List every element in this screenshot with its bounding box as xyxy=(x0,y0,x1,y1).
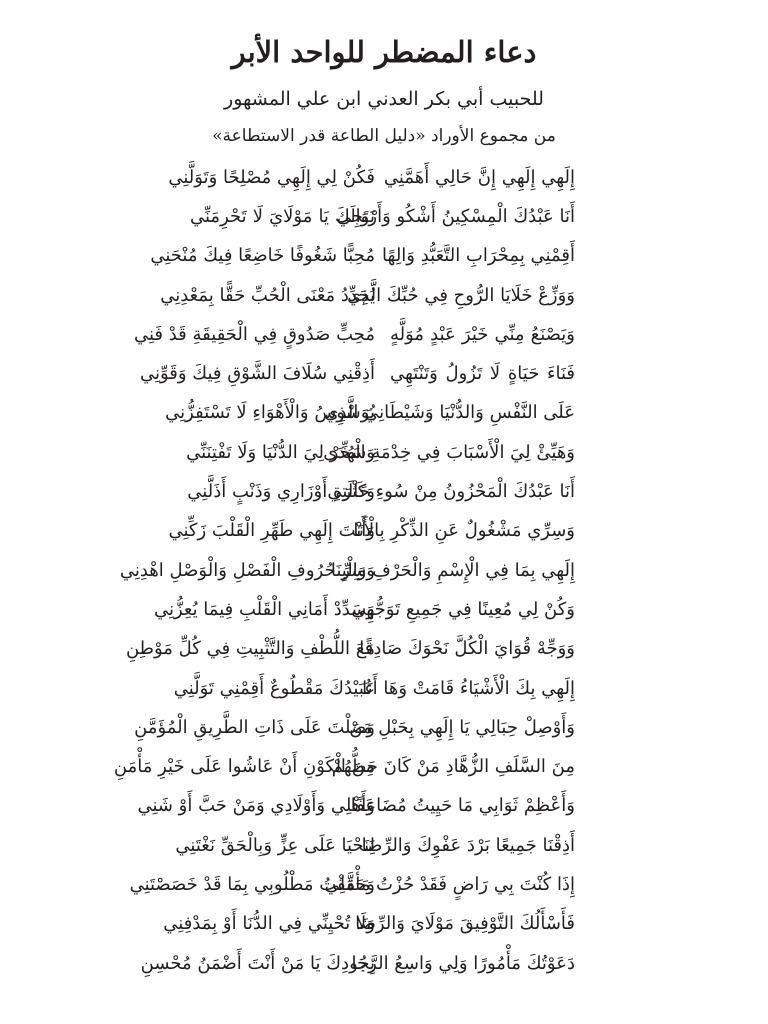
author-line: للحبيب أبي بكر العدني ابن علي المشهور xyxy=(224,88,544,110)
verse-second-hemistich: وَسَخِّرْ لِيَ الدُّنْيَا وَلَا تَفْتِنَنِّي xyxy=(186,441,375,463)
verse xyxy=(150,237,575,276)
verse-first-hemistich: أَنَا عَبْدُكَ الْمِسْكِينُ أَشْكُو وَأَرْتَجِي xyxy=(336,205,575,227)
verse-second-hemistich: وَلَا تُحْيِنِّي فِي الدُّنَا أَوْ بِمَدْفِنِي xyxy=(163,913,375,935)
verse xyxy=(187,472,575,511)
verse-first-hemistich: إِلَهِي بِكَ الْأَشْيَاءُ قَامَتْ وَهَا أَنَا xyxy=(362,677,575,699)
verse xyxy=(125,630,575,669)
poem-body xyxy=(113,158,575,974)
verse xyxy=(133,315,575,354)
verse-first-hemistich: وَسِرِّي مَشْغُولٌ عَنِ الذِّكْرِ بِالْأَنَا xyxy=(353,520,575,542)
verse xyxy=(134,708,575,747)
verse-second-hemistich: بِجُودِكَ يَا مَنْ أَنْتَ أَضْمَنُ مُحْسِنِ xyxy=(140,952,375,974)
verse xyxy=(190,197,575,236)
verse-second-hemistich: وَكَثْرَةِ أَوْزَارِي وَذَنْبٍ أَذَلَّنِي xyxy=(187,481,375,503)
verse-second-hemistich: فَكُنْ لِي إِلَهِي مُصْلِحًا وَتَوَلَّنِي xyxy=(168,166,375,188)
verse xyxy=(153,590,575,629)
verse-second-hemistich: مِنَ الْكَوْنِ أَنْ عَاشُوا عَلَى خَيْرِ مَأْمَنِ xyxy=(113,756,375,778)
verse xyxy=(175,826,575,865)
source-line: من مجموع الأوراد «دليل الطاعة قدر الاستطاعة» xyxy=(212,126,556,146)
verse-second-hemistich: عُبَيْدُكَ مَقْطُوعٌ أَقِمْنِي تَوَلَّنِي xyxy=(173,677,375,699)
verse-first-hemistich: مِنَ السَّلَفِ الزُّهَّادِ مَنْ كَانَ حَظُّهُمْ xyxy=(331,756,575,778)
verse-second-hemistich: وَأَهْلِي وَأَوْلَادِي وَمَنْ حَبَّ أَوْ شَنِي xyxy=(137,795,375,817)
verse-second-hemistich: مُحِبًّا شَغُوفًا خَاضِعًا فِيكَ مُنْحَنِي xyxy=(150,245,375,267)
verse-first-hemistich: وَوَجِّهْ قُوَايَ الْكُلَّ نَحْوَكَ صَادِقًا xyxy=(359,638,575,660)
verse-second-hemistich: وَصَلْتَ عَلَى ذَاتِ الطَّرِيقِ الْمُؤَمَّنِ xyxy=(134,716,375,738)
verse xyxy=(129,865,575,904)
verse xyxy=(163,905,575,944)
verse-first-hemistich: فَنَاءَ حَيَاةٍ لَا تَزُولُ وَتَنْتَهِي xyxy=(390,363,575,385)
verse-second-hemistich: نَوَالَكَ يَا مَوْلَايَ لَا تَحْرِمَنِّي xyxy=(190,205,375,227)
verse xyxy=(186,433,575,472)
verse-second-hemistich: أَذِقْنِي سُلَافَ الشَّوْقِ فِيكَ وَقَوِّنِي xyxy=(139,363,375,385)
verse-first-hemistich: إِذَا كُنْتَ بِي رَاضٍ فَقَدْ حُزْتُ مَأْمَلِي xyxy=(324,873,575,895)
verse xyxy=(137,787,575,826)
verse xyxy=(168,512,575,551)
verse xyxy=(140,944,575,983)
verse xyxy=(119,551,575,590)
verse xyxy=(173,669,575,708)
verse-second-hemistich: وَأَنْتَ إِلَهِي طَهِّرِ الْقَلْبَ زَكِّنِي xyxy=(168,520,375,542)
verse-first-hemistich: عَلَى النَّفْسِ وَالدُّنْيَا وَشَيْطَانِيَ الَّذِي xyxy=(324,402,575,424)
verse-second-hemistich: لِنَحْيَا عَلَى عِزٍّ وَبِالْحَقِّ نَغْتَنِي xyxy=(175,834,375,856)
verse-second-hemistich: يُوَسْوِسُ وَالْأَهْوَاءِ لَا تَسْتَفِزُّنِي xyxy=(165,402,375,424)
verse-first-hemistich: أَقِمْنِي بِمِحْرَابِ التَّعَبُّدِ وَالِهًا xyxy=(382,245,575,267)
verse-first-hemistich: وَكُنْ لِي مُعِينًا فِي جَمِيعِ تَوَجُّهِي xyxy=(351,598,575,620)
verse-first-hemistich: أَذِقْنَا جَمِيعًا بَرْدَ عَفْوِكَ وَالرِّضَا xyxy=(361,834,575,856)
verse xyxy=(165,394,575,433)
verse-first-hemistich: وَأَعْظِمْ ثَوَابِي مَا حَيِيتُ مُضَاعَفًا xyxy=(350,795,575,817)
poem-title: دعاء المضطر للواحد الأبر xyxy=(231,35,537,69)
verse-first-hemistich: أَنَا عَبْدُكَ الْمَحْزُونُ مِنْ سُوءِ حَالَتِي xyxy=(327,481,575,503)
verse-first-hemistich: وَيَصْنَعُ مِنِّي خَيْرَ عَبْدٍ مُوَلَّهٍ xyxy=(390,323,575,345)
verse-first-hemistich: وَهَيِّئْ لِيَ الْأَسْبَابَ فِي خِدْمَةِ الْهُدَى xyxy=(323,441,575,463)
verse-second-hemistich: يُجَدِّدُ مَعْنَى الْحُبِّ حَقًّا بِمَعْدِنِي xyxy=(160,284,375,306)
verse-first-hemistich: دَعَوْتُكَ مَأْمُورًا وَلِي وَاسِعُ الرَّجَا xyxy=(351,952,575,974)
verse-first-hemistich: إِلَهِي إِلَهِي إِنَّ حَالِي أَهَمَّنِي xyxy=(383,166,575,188)
verse xyxy=(139,354,575,393)
verse-first-hemistich: إِلَهِي بِمَا فِي الْإِسْمِ وَالْحَرْفِ وَالْبِنَا xyxy=(330,559,575,581)
verse xyxy=(160,276,575,315)
verse-second-hemistich: وَحَقَّقْتُ مَطْلُوبِي بِمَا قَدْ خَصَصْتَنِي xyxy=(129,873,375,895)
verse-second-hemistich: وَسَدِّدْ أَمَانِي الْقَلْبِ فِيمَا يُعِزُّنِي xyxy=(153,598,375,620)
verse-first-hemistich: وَأَوْصِلْ حِبَالِي يَا إِلَهِي بِحَبْلِ مَنْ xyxy=(349,716,575,738)
verse-second-hemistich: مُحِبٍّ صَدُوقٍ فِي الْحَقِيقَةِ قَدْ فَنِي xyxy=(133,323,375,345)
verse-first-hemistich: وَوَزِّعْ خَلَايَا الرُّوحِ فِي حُبِّكَ الَّذِي xyxy=(347,284,575,306)
verse xyxy=(113,747,575,786)
verse-second-hemistich: مَعَ اللُّطْفِ وَالتَّثْبِيتِ فِي كُلِّ مَوْطِنِ xyxy=(125,638,375,660)
verse-second-hemistich: وَسِرِّ حُرُوفِ الْفَصْلِ وَالْوَصْلِ اهْدِنِي xyxy=(119,559,375,581)
verse xyxy=(168,158,575,197)
verse-first-hemistich: فَأَسْأَلُكَ التَّوْفِيقَ مَوْلَايَ وَالرِّضَا xyxy=(355,913,575,935)
